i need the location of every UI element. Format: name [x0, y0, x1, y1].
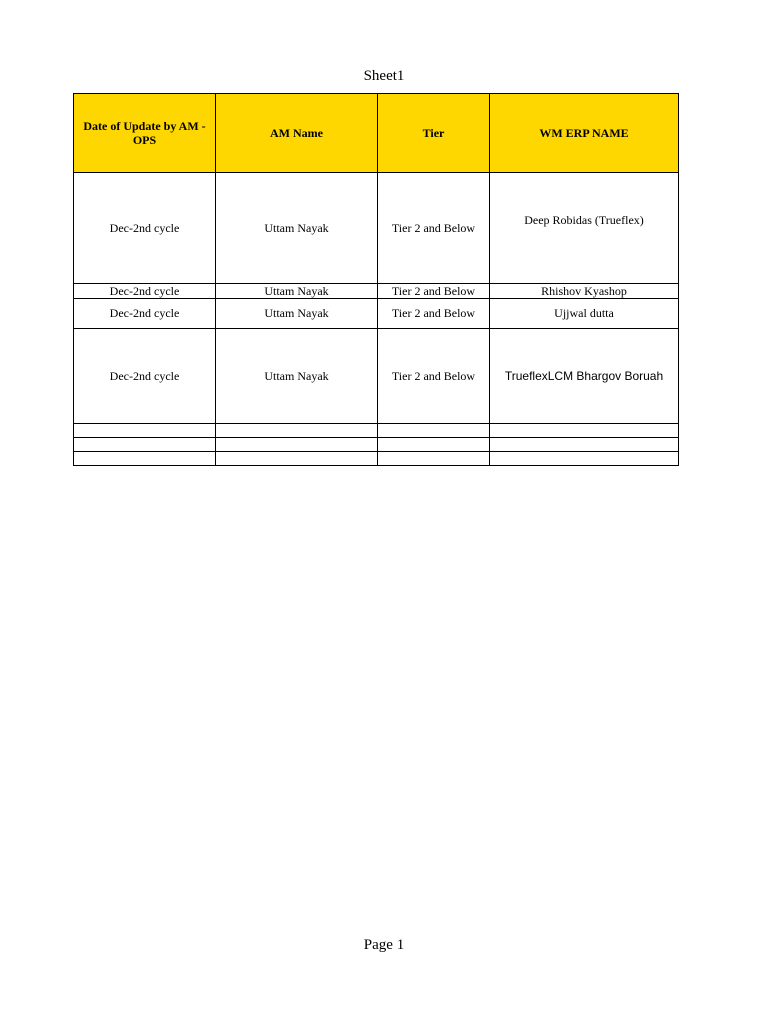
header-am-name: AM Name	[216, 94, 378, 173]
page-footer: Page 1	[363, 937, 405, 953]
cell-tier	[378, 424, 490, 438]
cell-am-name: Uttam Nayak	[216, 284, 378, 299]
cell-am-name	[216, 452, 378, 466]
table-row	[74, 452, 679, 466]
cell-date	[74, 438, 216, 452]
header-row	[74, 94, 679, 173]
cell-wm-erp-name: Rhishov Kyashop	[490, 284, 679, 299]
cell-tier: Tier 2 and Below	[378, 284, 490, 299]
header-date-of-update: Date of Update by AM - OPS	[74, 94, 216, 173]
cell-date	[74, 452, 216, 466]
cell-date	[74, 424, 216, 438]
data-table	[73, 93, 679, 466]
cell-wm-erp-name	[490, 452, 679, 466]
cell-wm-erp-name	[490, 299, 679, 329]
cell-am-name	[216, 424, 378, 438]
sheet-title: Sheet1	[363, 68, 405, 84]
table-row	[74, 329, 679, 424]
cell-tier	[378, 438, 490, 452]
table-row	[74, 438, 679, 452]
cell-am-name: Uttam Nayak	[216, 173, 378, 284]
table-row	[74, 284, 679, 299]
cell-tier	[378, 452, 490, 466]
cell-tier: Tier 2 and Below	[378, 329, 490, 424]
cell-wm-erp-name-text: Deep Robidas (Trueflex)	[524, 212, 644, 227]
cell-wm-erp-name: TrueflexLCM Bhargov Boruah	[490, 329, 679, 424]
cell-wm-erp-name	[490, 173, 679, 284]
cell-wm-erp-name-text: Ujjwal dutta	[554, 306, 614, 320]
cell-tier: Tier 2 and Below	[378, 173, 490, 284]
table-row	[74, 173, 679, 284]
cell-wm-erp-name	[490, 438, 679, 452]
cell-date: Dec-2nd cycle	[74, 284, 216, 299]
cell-tier: Tier 2 and Below	[378, 299, 490, 329]
cell-am-name	[216, 438, 378, 452]
table-row	[74, 299, 679, 329]
header-tier: Tier	[378, 94, 490, 173]
table-row	[74, 424, 679, 438]
header-wm-erp-name: WM ERP NAME	[490, 94, 679, 173]
cell-date: Dec-2nd cycle	[74, 329, 216, 424]
cell-date: Dec-2nd cycle	[74, 173, 216, 284]
cell-am-name: Uttam Nayak	[216, 329, 378, 424]
cell-date: Dec-2nd cycle	[74, 299, 216, 329]
cell-wm-erp-name	[490, 424, 679, 438]
cell-am-name: Uttam Nayak	[216, 299, 378, 329]
